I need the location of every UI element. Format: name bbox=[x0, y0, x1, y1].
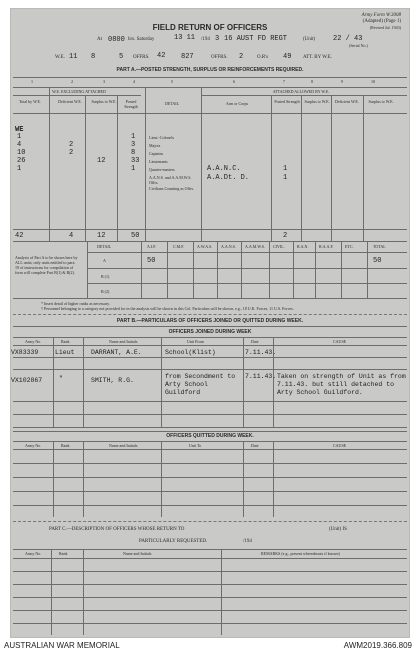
part-c-col-heads bbox=[11, 551, 409, 557]
year-value: 3 bbox=[215, 35, 220, 43]
rule bbox=[13, 463, 407, 464]
cell-value: 10 bbox=[17, 149, 26, 157]
part-c-date-blank: /194 bbox=[243, 539, 252, 544]
rank: Lieut bbox=[55, 349, 75, 356]
cell-value: 8 bbox=[131, 149, 136, 157]
ors-b-value: 2 bbox=[239, 53, 244, 61]
col-number: 4 bbox=[133, 79, 135, 84]
rule bbox=[13, 505, 407, 506]
rank-label: Lieut.-Colonels bbox=[149, 135, 174, 140]
rule bbox=[13, 95, 141, 96]
rule bbox=[145, 87, 146, 241]
rule bbox=[13, 549, 407, 550]
part-b-title: PART B.—PARTICULARS OF OFFICERS JOINED OR QUITTED DURING WEEK. bbox=[116, 318, 304, 324]
rank: " bbox=[59, 375, 63, 382]
rule bbox=[13, 298, 407, 299]
rule bbox=[13, 558, 407, 559]
col3-values bbox=[97, 133, 115, 165]
rule bbox=[273, 441, 274, 517]
rule bbox=[13, 337, 407, 338]
rule bbox=[87, 252, 407, 253]
col-number: 5 bbox=[171, 79, 173, 84]
we-excluding-label: W.E. EXCLUDING ATTACHED bbox=[52, 89, 106, 94]
cell-value: 33 bbox=[131, 157, 140, 165]
detail-col: A.I.F. bbox=[147, 244, 157, 249]
name: DARRANT, A.E. bbox=[91, 349, 142, 356]
dashed-rule bbox=[13, 521, 407, 522]
col-number: 7 bbox=[283, 79, 285, 84]
detail-aif-value: 50 bbox=[147, 257, 156, 265]
rule bbox=[13, 441, 407, 442]
rule bbox=[271, 95, 272, 241]
total-value: 42 bbox=[15, 232, 24, 240]
col-head: DETAIL bbox=[164, 101, 180, 106]
rank-label: Lieutenants bbox=[149, 159, 168, 164]
ors-c-value: 49 bbox=[283, 53, 292, 61]
rule bbox=[13, 610, 407, 611]
rule bbox=[83, 441, 84, 517]
analysis-note: Analysis of Part A to be shown here by ALL units; only units entitled to para. 19 of instructions for compilation of form will complete Part B(1) & B(2). bbox=[15, 255, 78, 275]
rule bbox=[87, 283, 407, 284]
col-number: 9 bbox=[341, 79, 343, 84]
form-revised: (Revised Jul. 1943) bbox=[369, 25, 401, 30]
rule bbox=[201, 95, 407, 96]
name: SMITH, R.G. bbox=[91, 377, 134, 384]
detail-col: CIVIL. bbox=[273, 244, 285, 249]
col-head: Name and Initials bbox=[123, 551, 152, 556]
detail-col: R.A.N. bbox=[297, 244, 309, 249]
rule bbox=[13, 87, 407, 88]
offrs-label-2: OFFRS. bbox=[211, 55, 228, 60]
rule bbox=[341, 241, 342, 298]
col-head: Army No. bbox=[25, 551, 42, 556]
col-head: Unit To bbox=[189, 443, 202, 448]
rule bbox=[13, 571, 407, 572]
total-value: 2 bbox=[283, 232, 288, 240]
att-label: ATT. BY W.E. bbox=[303, 55, 333, 60]
rule bbox=[193, 241, 194, 298]
cell-value: 12 bbox=[97, 157, 106, 165]
col-number: 2 bbox=[71, 79, 73, 84]
corps-values bbox=[207, 165, 249, 183]
unit-label: (Unit) bbox=[303, 37, 316, 42]
cell-value bbox=[69, 133, 83, 141]
col-number: 6 bbox=[233, 79, 235, 84]
col-head: Deficient W.E. bbox=[58, 99, 82, 104]
col-number: 10 bbox=[371, 79, 375, 84]
detail-col: A.A.N.S. bbox=[221, 244, 236, 249]
col-number: 1 bbox=[31, 79, 33, 84]
rule bbox=[217, 241, 218, 298]
rule bbox=[51, 549, 52, 635]
time-value: 0800 bbox=[108, 36, 125, 44]
part-c-requested: PARTICULARLY REQUESTED. bbox=[139, 539, 208, 544]
quitted-title: OFFICERS QUITTED DURING WEEK. bbox=[166, 433, 254, 439]
rule bbox=[13, 477, 407, 478]
rule bbox=[13, 414, 407, 415]
rule bbox=[13, 113, 407, 114]
unit: School(Klist) bbox=[165, 349, 216, 356]
col-head: Name and Initials bbox=[109, 443, 138, 448]
form-sheet bbox=[10, 8, 410, 638]
att-strength-values bbox=[283, 165, 287, 183]
col-number: 3 bbox=[103, 79, 105, 84]
col-head: Date bbox=[251, 339, 259, 344]
col-head: CAUSE bbox=[333, 339, 347, 344]
serial-label: (Serial No.) bbox=[349, 43, 368, 48]
rule bbox=[201, 87, 202, 241]
cell-value bbox=[97, 133, 115, 141]
col-head: Surplus to W.E. bbox=[304, 99, 330, 104]
footnote: † Personnel belonging to a category not provided for in the analysis will be shown in this Col. Particulars will be shown, e.g., 18 U.K. Forces, 11 U.S. Forces. bbox=[41, 306, 294, 311]
detail-columns bbox=[11, 244, 409, 250]
rule bbox=[53, 441, 54, 517]
rule bbox=[13, 369, 407, 370]
detail-col: ETC. bbox=[345, 244, 354, 249]
unit-value: 16 AUST FD REGT bbox=[224, 35, 288, 43]
part-a-title: PART A.—POSTED STRENGTH, SURPLUS OR REINFORCEMENTS REQUIRED. bbox=[116, 67, 304, 73]
cell-value bbox=[69, 157, 83, 165]
rule bbox=[13, 449, 407, 450]
rule bbox=[315, 241, 316, 298]
col-head: CAUSE bbox=[333, 443, 347, 448]
page-title: FIELD RETURN OF OFFICERS bbox=[152, 23, 268, 32]
rank-label: Quarter-masters bbox=[149, 167, 175, 172]
rule bbox=[141, 241, 142, 298]
col-head: Posted Strength bbox=[124, 99, 138, 109]
col-number: 8 bbox=[311, 79, 313, 84]
detail-col: R.A.A.F. bbox=[319, 244, 334, 249]
rule bbox=[301, 95, 302, 241]
cell-value: 2 bbox=[69, 141, 74, 149]
cell-value: 26 bbox=[17, 157, 26, 165]
rule bbox=[13, 229, 407, 230]
rule bbox=[87, 241, 88, 298]
cell-value: 2 bbox=[69, 149, 74, 157]
rule bbox=[161, 441, 162, 517]
cell-value: 1 bbox=[17, 133, 22, 141]
col-head: Deficient W.E. bbox=[335, 99, 359, 104]
we-value: 11 bbox=[69, 53, 78, 61]
attached-allowed-label: ATTACHED ALLOWED BY W.E. bbox=[272, 89, 330, 94]
detail-row-label: A bbox=[103, 258, 106, 263]
col-head: Rank bbox=[61, 339, 70, 344]
rule bbox=[367, 241, 368, 298]
col-head: Total by W.E. bbox=[19, 99, 41, 104]
cell-value: 1 bbox=[283, 174, 288, 182]
corps-value: A.A.Dt. D. bbox=[207, 174, 250, 182]
cell-value: 1 bbox=[283, 165, 288, 173]
cell-value: 4 bbox=[17, 141, 22, 149]
cell-value bbox=[97, 149, 115, 157]
rule bbox=[363, 95, 364, 241]
date: 7.11.43. bbox=[245, 349, 277, 356]
detail-col: A.A.M.W.S. bbox=[245, 244, 265, 249]
rule bbox=[331, 95, 332, 241]
serial-value: 22 / 43 bbox=[333, 35, 363, 43]
col-head: Rank bbox=[61, 443, 70, 448]
cell-value: 1 bbox=[17, 165, 22, 173]
detail-col: TOTAL bbox=[373, 244, 386, 249]
rule bbox=[83, 549, 84, 635]
total-value: 4 bbox=[69, 232, 74, 240]
cell-value: 3 bbox=[131, 141, 136, 149]
rule bbox=[243, 441, 244, 517]
col-head: Rank bbox=[59, 551, 68, 556]
hrs-label: hrs. Saturday bbox=[128, 37, 155, 42]
col-head: Unit From bbox=[187, 339, 204, 344]
offrs-label: OFFRS. bbox=[133, 55, 150, 60]
footer-bar bbox=[0, 639, 418, 653]
detail-col: A.W.A.S. bbox=[197, 244, 213, 249]
rule bbox=[13, 345, 407, 346]
detail-col: C.M.F. bbox=[173, 244, 185, 249]
rule bbox=[13, 241, 407, 242]
col-head: Arm or Corps bbox=[225, 101, 249, 106]
col-head: REMARKS (e.g., present whereabouts if known) bbox=[261, 551, 340, 556]
dashed-rule bbox=[13, 314, 407, 315]
col4-values bbox=[131, 133, 145, 173]
rule bbox=[13, 77, 407, 78]
unit: from Secondment to Arty School Guildford bbox=[165, 373, 236, 396]
rule bbox=[269, 241, 270, 298]
ors-value: 827 bbox=[181, 53, 194, 61]
form-number-label: Army Form W.3008 bbox=[361, 13, 401, 18]
col2-values bbox=[69, 133, 83, 165]
rule bbox=[167, 241, 168, 298]
rule bbox=[13, 326, 407, 327]
col-head: Surplus to W.E. bbox=[368, 99, 394, 104]
ranks-list bbox=[149, 135, 201, 196]
we-mark: WE bbox=[15, 126, 24, 134]
col-head: Army No. bbox=[25, 339, 42, 344]
joined-title: OFFICERS JOINED DURING WEEK bbox=[168, 329, 252, 335]
rule bbox=[241, 241, 242, 298]
date-value: 13 11 bbox=[174, 34, 196, 42]
rule bbox=[87, 268, 407, 269]
offrs-a-value: 8 bbox=[91, 53, 96, 61]
col-head: Army No. bbox=[25, 443, 42, 448]
offrs-b-value: 5 bbox=[119, 53, 124, 61]
footnote: * Insert detail of higher ranks as necessary. bbox=[41, 301, 110, 306]
detail-row-label: B (2) bbox=[101, 289, 110, 294]
rule bbox=[13, 491, 407, 492]
detail-row-label: B (1) bbox=[101, 274, 110, 279]
rule bbox=[13, 357, 407, 358]
cause: Taken on strength of Unit as from 7.11.43. but still detached to Arty School Guildford. bbox=[277, 373, 406, 396]
col-head: Date bbox=[251, 443, 259, 448]
detail-total-value: 50 bbox=[373, 257, 382, 265]
rule bbox=[117, 95, 118, 241]
rule bbox=[85, 95, 86, 241]
part-c-unit-suffix: (Unit) IS bbox=[329, 527, 347, 532]
cell-value bbox=[97, 141, 115, 149]
total-value: 12 bbox=[97, 232, 106, 240]
footer-accession-number: AWM2019.366.809 bbox=[343, 641, 412, 650]
rule bbox=[13, 431, 407, 432]
rank-label: Majors bbox=[149, 143, 161, 148]
col-head: Posted Strength bbox=[274, 99, 300, 104]
rule bbox=[293, 241, 294, 298]
form-adapted: (Adapted) (Page 1) bbox=[362, 19, 401, 24]
rule bbox=[13, 623, 407, 624]
cell-value: 1 bbox=[131, 133, 136, 141]
rank-label: Civilians Counting as Offrs. bbox=[149, 186, 195, 191]
rule bbox=[49, 87, 50, 241]
rule bbox=[13, 597, 407, 598]
army-no: VX102867 bbox=[11, 377, 43, 384]
army-no: VX83339 bbox=[11, 349, 39, 356]
offrs-total-value: 42 bbox=[157, 52, 166, 60]
col1-values bbox=[17, 133, 45, 173]
rank-label: A.A.N.S. and A.A.M.W.S. Offrs. bbox=[149, 175, 192, 185]
column-numbers bbox=[11, 79, 409, 85]
part-c-title: PART C.—DESCRIPTION OF OFFICERS WHOSE RETURN TO bbox=[49, 527, 185, 532]
cell-value: 1 bbox=[131, 165, 136, 173]
col-head: Name and Initials bbox=[109, 339, 138, 344]
total-value: 50 bbox=[131, 232, 140, 240]
at-label: At bbox=[97, 37, 102, 42]
year-label: /194 bbox=[201, 37, 210, 42]
corps-value: A.A.N.C. bbox=[207, 165, 241, 173]
rule bbox=[13, 584, 407, 585]
ors-label: O.R's bbox=[257, 55, 269, 60]
date: 7.11.43. bbox=[245, 373, 277, 380]
we-label: W.E. bbox=[55, 55, 65, 60]
col-head: Surplus to W.E. bbox=[91, 99, 117, 104]
rule bbox=[13, 427, 407, 428]
detail-label: DETAIL bbox=[97, 244, 112, 249]
footer-credit: AUSTRALIAN WAR MEMORIAL bbox=[4, 641, 120, 650]
rule bbox=[13, 401, 407, 402]
rule bbox=[221, 549, 222, 635]
rank-label: Captains bbox=[149, 151, 163, 156]
